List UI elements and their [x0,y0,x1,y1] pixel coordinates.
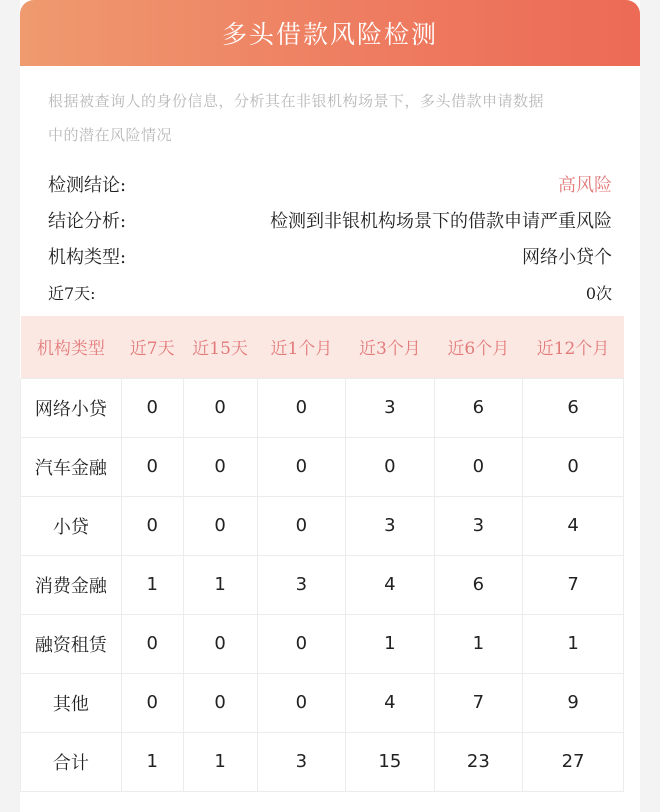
description-line-2: 中的潜在风险情况 [48,126,173,144]
cell-15-days: 0 [183,378,257,437]
cell-7-days: 1 [121,555,183,614]
table-header [21,316,624,378]
cell-15-days: 0 [183,437,257,496]
cell-15-days: 1 [183,555,257,614]
cell-institution-type: 小贷 [21,496,122,555]
cell-3-months: 3 [346,496,434,555]
cell-3-months: 1 [346,614,434,673]
cell-15-days: 0 [183,496,257,555]
summary-row-analysis [48,202,612,238]
table-row [21,732,624,791]
table-row [21,673,624,732]
cell-1-month: 3 [257,732,345,791]
cell-12-months: 1 [523,614,624,673]
institution-type-value: 网络小贷个 [522,247,612,268]
cell-6-months: 7 [434,673,522,732]
cell-12-months: 7 [523,555,624,614]
header-7-days: 近7天 [129,339,175,360]
summary-row-institution-type [48,238,612,274]
cell-12-months: 9 [523,673,624,732]
cell-1-month: 3 [257,555,345,614]
cell-3-months: 15 [346,732,434,791]
cell-7-days: 0 [121,614,183,673]
analysis-label: 结论分析: [48,211,127,232]
cell-12-months: 27 [523,732,624,791]
cell-1-month: 0 [257,437,345,496]
table-row [21,614,624,673]
report-description [20,66,640,166]
cell-3-months: 0 [346,437,434,496]
cell-7-days: 0 [121,378,183,437]
cell-institution-type: 合计 [21,732,122,791]
cell-12-months: 0 [523,437,624,496]
cell-1-month: 0 [257,496,345,555]
conclusion-value: 高风险 [558,175,612,196]
cell-6-months: 3 [434,496,522,555]
cell-7-days: 0 [121,496,183,555]
description-line-1: 根据被查询人的身份信息，分析其在非银机构场景下，多头借款申请数据 [48,92,545,110]
table-body [21,378,624,791]
cell-3-months: 4 [346,555,434,614]
header-15-days: 近15天 [192,339,248,360]
header-12-months: 近12个月 [536,339,610,360]
cell-institution-type: 其他 [21,673,122,732]
header-3-months: 近3个月 [358,339,421,360]
table-row [21,555,624,614]
header-1-month: 近1个月 [270,339,333,360]
summary-section [20,166,640,310]
cell-1-month: 0 [257,378,345,437]
cell-institution-type: 消费金融 [21,555,122,614]
cell-institution-type: 汽车金融 [21,437,122,496]
cell-6-months: 1 [434,614,522,673]
header-institution-type: 机构类型 [36,339,105,360]
summary-row-last-7-days [48,274,612,310]
cell-15-days: 0 [183,673,257,732]
cell-6-months: 23 [434,732,522,791]
institution-type-label: 机构类型: [48,247,127,268]
conclusion-label: 检测结论: [48,175,127,196]
last-7-days-value: 0次 [585,283,612,303]
summary-row-conclusion [48,166,612,202]
cell-1-month: 0 [257,614,345,673]
cell-15-days: 1 [183,732,257,791]
last-7-days-label: 近7天: [48,283,96,303]
report-title: 多头借款风险检测 [221,20,438,49]
table-row [21,437,624,496]
report-header [20,0,640,66]
cell-12-months: 6 [523,378,624,437]
cell-3-months: 3 [346,378,434,437]
cell-3-months: 4 [346,673,434,732]
header-6-months: 近6个月 [447,339,510,360]
cell-6-months: 0 [434,437,522,496]
cell-7-days: 1 [121,732,183,791]
cell-1-month: 0 [257,673,345,732]
table-header-row [21,316,624,378]
cell-15-days: 0 [183,614,257,673]
cell-6-months: 6 [434,555,522,614]
table-row [21,496,624,555]
cell-7-days: 0 [121,673,183,732]
cell-6-months: 6 [434,378,522,437]
cell-7-days: 0 [121,437,183,496]
cell-institution-type: 网络小贷 [21,378,122,437]
analysis-value: 检测到非银机构场景下的借款申请严重风险 [270,211,612,232]
cell-institution-type: 融资租赁 [21,614,122,673]
cell-12-months: 4 [523,496,624,555]
loan-application-table [20,316,624,792]
table-row [21,378,624,437]
